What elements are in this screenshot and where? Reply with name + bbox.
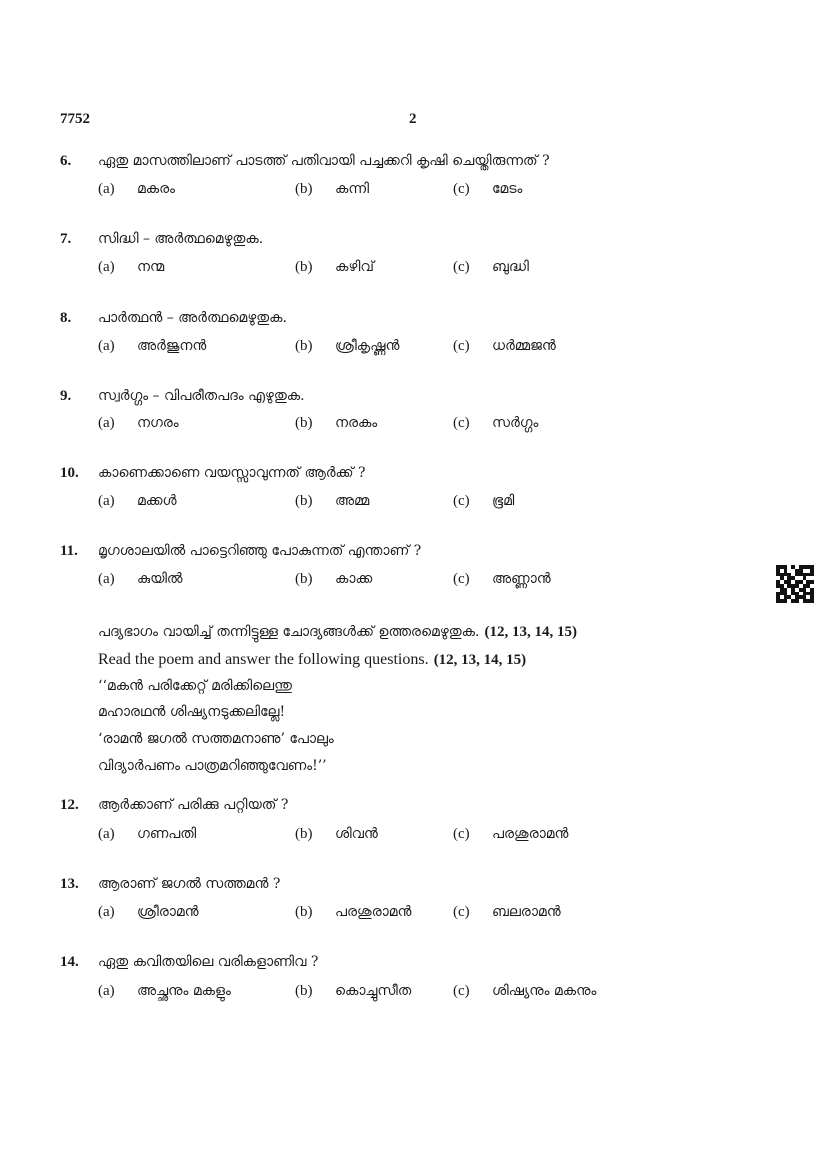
option-a-text: മക്കൾ (137, 493, 177, 509)
instruction-malayalam (98, 621, 577, 641)
poem-line-3: ‘രാമൻ ജഗൽ സത്തമനാണു’ പോലും (98, 731, 334, 747)
option-a-label: (a) (98, 904, 115, 920)
option-b-label: (b) (295, 826, 313, 842)
option-c-text: പരശുരാമൻ (492, 826, 569, 842)
option-b-label: (b) (295, 904, 313, 920)
option-a-text: അർജുനൻ (137, 338, 207, 354)
option-a-text: കുയിൽ (137, 571, 183, 587)
option-a-label: (a) (98, 415, 115, 431)
option-a-text: നഗരം (137, 415, 179, 431)
option-c-label: (c) (453, 338, 470, 354)
option-c-label: (c) (453, 415, 470, 431)
poem-line-4: വിദ്യാർപണം പാത്രമറിഞ്ഞുവേണം!’’ (98, 758, 327, 774)
option-b-text: കന്നി (335, 181, 370, 197)
question-text: ആർക്കാണ് പരിക്കു പറ്റിയത് ? (98, 797, 289, 813)
question-text: പാർത്ഥൻ – അർത്ഥമെഴുതുക. (98, 310, 287, 326)
option-c-label: (c) (453, 983, 470, 999)
option-a-label: (a) (98, 338, 115, 354)
option-c-text: ധർമ്മജൻ (492, 338, 556, 354)
option-a-label: (a) (98, 259, 115, 275)
option-b-text: കാക്ക (335, 571, 373, 587)
paper-code: 7752 (60, 111, 90, 127)
option-c-text: മേടം (492, 181, 523, 197)
page-number: 2 (409, 111, 417, 127)
option-c-label: (c) (453, 259, 470, 275)
question-number: 14. (60, 954, 79, 970)
question-text: ഏതു മാസത്തിലാണ് പാടത്ത് പതിവായി പച്ചക്കറി കൃഷി ചെയ്തിരുന്നത് ? (98, 153, 550, 169)
option-b-text: കൊച്ചുസീത (335, 983, 412, 999)
option-a-text: നന്മ (137, 259, 165, 275)
question-refs: (12, 13, 14, 15) (484, 624, 577, 640)
question-number: 7. (60, 231, 72, 247)
option-a-text: ഗണപതി (137, 826, 197, 842)
option-c-label: (c) (453, 904, 470, 920)
option-b-label: (b) (295, 983, 313, 999)
question-number: 8. (60, 310, 72, 326)
option-a-label: (a) (98, 826, 115, 842)
option-c-text: ഭൂമി (492, 493, 515, 509)
instruction-en-text: Read the poem and answer the following questions. (98, 651, 429, 668)
question-text: കാണെക്കാണെ വയസ്സാവുന്നത് ആർക്ക് ? (98, 465, 366, 481)
option-a-label: (a) (98, 571, 115, 587)
option-a-label: (a) (98, 181, 115, 197)
option-b-text: കഴിവ് (335, 259, 374, 275)
instruction-ml-text: പദ്യഭാഗം വായിച്ച് തന്നിട്ടുള്ള ചോദ്യങ്ങൾക്ക് ഉത്തരമെഴുതുക. (98, 624, 480, 640)
option-b-text: ശ്രീകൃഷ്ണൻ (335, 338, 400, 354)
poem-line-1: ‘‘മകൻ പരിക്കേറ്റ് മരിക്കിലെന്തു (98, 678, 292, 694)
option-a-label: (a) (98, 493, 115, 509)
question-refs: (12, 13, 14, 15) (433, 652, 527, 668)
option-a-label: (a) (98, 983, 115, 999)
option-b-text: ശിവൻ (335, 826, 378, 842)
option-c-text: ബലരാമൻ (492, 904, 561, 920)
option-c-label: (c) (453, 181, 470, 197)
question-number: 10. (60, 465, 79, 481)
instruction-english (98, 649, 526, 669)
question-number: 9. (60, 388, 72, 404)
option-a-text: മകരം (137, 181, 176, 197)
option-c-label: (c) (453, 826, 470, 842)
option-a-text: അച്ഛനും മകളും (137, 983, 231, 999)
option-b-label: (b) (295, 181, 313, 197)
question-number: 11. (60, 543, 78, 559)
option-c-text: ബുദ്ധി (492, 259, 529, 275)
question-number: 6. (60, 153, 72, 169)
question-text: ഏതു കവിതയിലെ വരികളാണിവ ? (98, 954, 319, 970)
option-c-text: സർഗ്ഗം (492, 415, 539, 431)
option-b-text: നരകം (335, 415, 378, 431)
option-c-label: (c) (453, 571, 470, 587)
option-b-label: (b) (295, 259, 313, 275)
option-b-label: (b) (295, 493, 313, 509)
option-c-text: ശിഷ്യനും മകനും (492, 983, 597, 999)
option-a-text: ശ്രീരാമൻ (137, 904, 199, 920)
option-c-label: (c) (453, 493, 470, 509)
question-number: 12. (60, 797, 79, 813)
question-text: സ്വർഗ്ഗം – വിപരീതപദം എഴുതുക. (98, 388, 305, 404)
poem-line-2: മഹാരഥൻ ശിഷ്യനടുക്കലില്ലേ! (98, 704, 286, 720)
option-b-text: പരശുരാമൻ (335, 904, 412, 920)
question-text: മൃഗശാലയിൽ പാട്ടെറിഞ്ഞു പോകുന്നത് എന്താണ് ? (98, 543, 422, 559)
option-b-label: (b) (295, 415, 313, 431)
question-number: 13. (60, 876, 79, 892)
question-text: ആരാണ് ജഗൽ സത്തമൻ ? (98, 876, 281, 892)
question-text: സിദ്ധി – അർത്ഥമെഴുതുക. (98, 231, 264, 247)
option-b-label: (b) (295, 338, 313, 354)
option-c-text: അണ്ണാൻ (492, 571, 551, 587)
option-b-text: അമ്മ (335, 493, 370, 509)
qr-code-icon (776, 565, 814, 603)
option-b-label: (b) (295, 571, 313, 587)
